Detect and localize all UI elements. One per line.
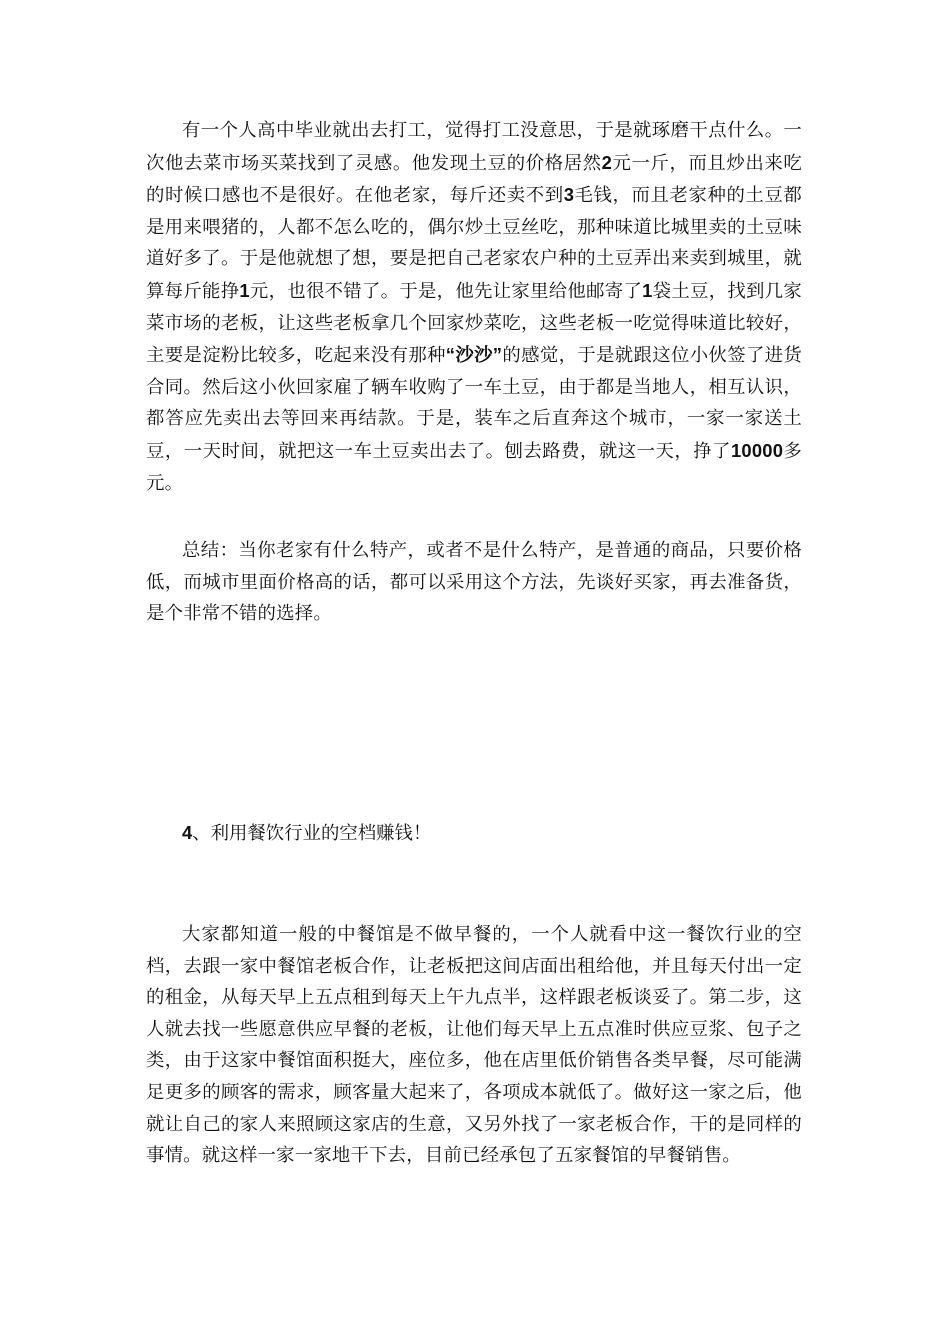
number: 2 [601, 151, 613, 173]
story-paragraph-breakfast: 大家都知道一般的中餐馆是不做早餐的，一个人就看中这一餐饮行业的空档，去跟一家中餐馆老板合作，让老板把这间店面出租给他，并且每天付出一定的租金，从每天早上五点租到每天上午九点半，这样跟老板谈妥了。第二步，这人就去找一些愿意供应早餐的老板，让他们每天早上五点准时供应豆浆、包子之类，由于这家中餐馆面积挺大，座位多，他在店里低价销售各类早餐，尽可能满足更多的顾客的需求，顾客量大起来了，各项成本就低了。做好这一家之后，他就让自己的家人来照顾这家店的生意，又另外找了一家老板合作，干的是同样的事情。就这样一家一家地干下去，目前已经承包了五家餐馆的早餐销售。 [146, 924, 802, 1167]
text-segment: 袋土豆，找到几家菜市场的老板，让这些老板拿几个回家炒菜吃，这些老板一吃觉得味道比较好，主要是淀粉比较多，吃起来没有那种 [146, 280, 802, 367]
summary-paragraph: 总结：当你老家有什么特产，或者不是什么特产，是普通的商品，只要价格低，而城市里面价格高的话，都可以采用这个方法，先谈好买家，再去准备货，是个非常不错的选择。 [146, 540, 802, 625]
text-segment: 毛钱，而且老家种的土豆都是用来喂猪的，人都不怎么吃的，偶尔炒土豆丝吃，那种味道比城里卖的土豆味道好多了。于是他就想了想，要是把自己老家农户种的土豆弄出来卖到城里，就算每斤能挣 [146, 185, 802, 302]
section-heading [182, 817, 431, 850]
section-title: 、利用餐饮行业的空档赚钱！ [192, 823, 432, 844]
text-segment: 多元。 [146, 440, 802, 494]
number: 1 [642, 279, 653, 301]
quoted-word: “沙沙” [445, 344, 503, 366]
section-number: 4 [182, 822, 193, 843]
text-segment: 有一个人高中毕业就出去打工，觉得打工没意思，于是就琢磨干点什么。一次他去菜市场买菜找到了灵感。他发现土豆的价格居然 [146, 120, 802, 174]
number: 10000 [730, 439, 784, 461]
text-segment: 元一斤，而且炒出来吃的时候口感也不是很好。在他老家，每斤还卖不到 [146, 152, 802, 207]
text-segment: 的感觉，于是就跟这位小伙签了进货合同。然后这小伙回家雇了辆车收购了一车土豆，由于都是当地人，相互认识，都答应先卖出去等回来再结款。于是，装车之后直奔这个城市，一家一家送土豆，一天时间，就把这一车土豆卖出去了。刨去路费，就这一天，挣了 [146, 345, 803, 462]
number: 3 [563, 184, 575, 206]
story-paragraph-potato [146, 115, 802, 499]
text-segment: 元，也很不错了。于是，他先让家里给他邮寄了 [249, 280, 643, 302]
number: 1 [239, 279, 250, 301]
